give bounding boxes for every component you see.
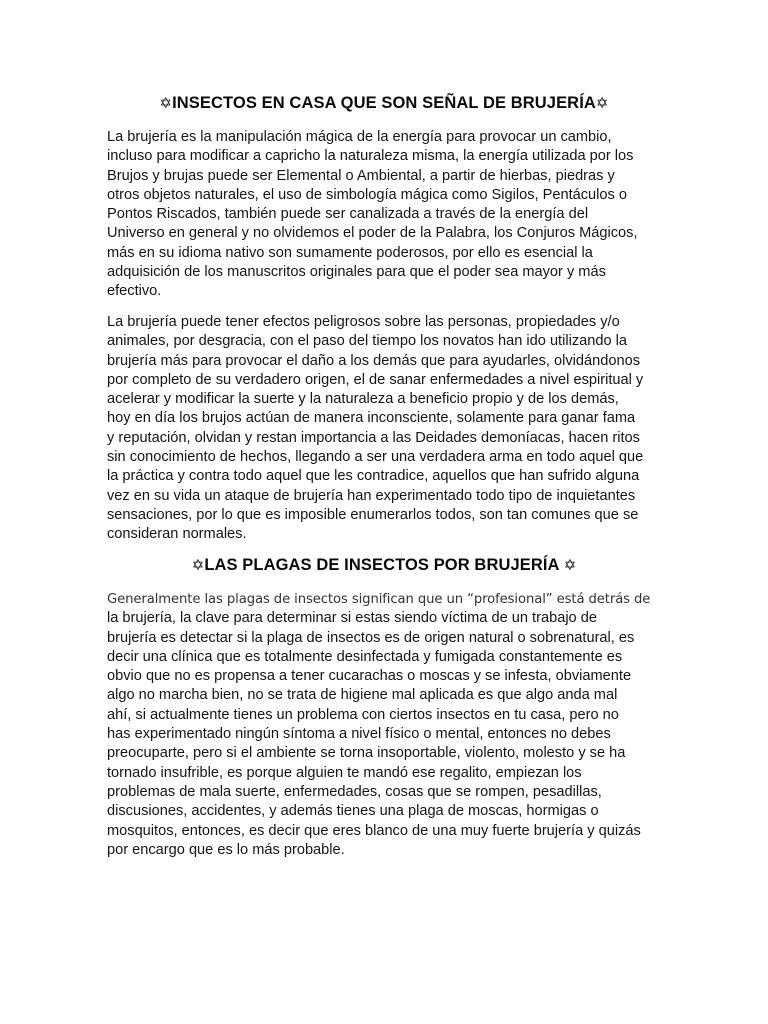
- paragraph-line: consideran normales.: [107, 526, 247, 543]
- heading-text: INSECTOS EN CASA QUE SON SEÑAL DE BRUJERÍA: [172, 94, 596, 112]
- paragraph-line: sensaciones, por lo que es imposible enumerarlos todos, son tan comunes que se: [107, 506, 639, 523]
- paragraph-line: preocuparte, pero si el ambiente se torna insoportable, violento, molesto y se ha: [107, 745, 626, 762]
- heading-text: LAS PLAGAS DE INSECTOS POR BRUJERÍA: [204, 556, 559, 574]
- paragraph-line: Brujos y brujas puede ser Elemental o Ambiental, a partir de hierbas, piedras y: [107, 167, 615, 184]
- paragraph-line: vez en su vida un ataque de brujería han experimentado todo tipo de inquietantes: [107, 487, 636, 504]
- paragraph-line: más en su idioma nativo son sumamente poderosos, por ello es esencial la: [107, 244, 593, 261]
- pentagram-icon: ✡: [563, 557, 577, 574]
- paragraph-line: tornado insufrible, es porque alguien te mandó ese regalito, empiezan los: [107, 764, 582, 781]
- paragraph-line: la práctica y contra todo aquel que les contradice, aquellos que han sufrido alguna: [107, 468, 640, 485]
- paragraph-line: La brujería puede tener efectos peligrosos sobre las personas, propiedades y/o: [107, 314, 620, 330]
- pentagram-icon: ✡: [595, 95, 609, 112]
- paragraph-line: otros objetos naturales, el uso de simbología mágica como Sigilos, Pentáculos o: [107, 186, 627, 203]
- paragraph-line: acelerar y modificar la suerte y la naturaleza a beneficio propio y de los demás,: [107, 391, 619, 408]
- paragraph-line: La brujería es la manipulación mágica de la energía para provocar un cambio,: [107, 129, 612, 145]
- paragraph-line: problemas de mala suerte, enfermedades, cosas que se rompen, pesadillas,: [107, 783, 602, 800]
- paragraph-line: la brujería, la clave para determinar si estas siendo víctima de un trabajo de: [107, 610, 597, 627]
- paragraph-brujeria-definition: [107, 128, 667, 302]
- paragraph-line: sin conocimiento de hechos, llegando a ser una verdadera arma en todo aquel que: [107, 449, 644, 466]
- paragraph-line: incluso para modificar a capricho la naturaleza misma, la energía utilizada por los: [107, 148, 634, 165]
- paragraph-line: por completo de su verdadero origen, el de sanar enfermedades a nivel espiritual y: [107, 371, 644, 388]
- paragraph-line: efectivo.: [107, 283, 162, 300]
- paragraph-plagas-insectos: [107, 590, 667, 860]
- paragraph-line: discusiones, accidentes, y además tienes una plaga de moscas, hormigas o: [107, 803, 599, 820]
- paragraph-line: y reputación, olvidan y restan importancia a las Deidades demoníacas, hacen ritos: [107, 429, 640, 446]
- paragraph-line: obvio que no es propensa a tener cucarachas o moscas y se infesta, obviamente: [107, 668, 632, 685]
- heading-insectos-en-casa: [108, 94, 660, 113]
- paragraph-line: decir una clínica que es totalmente desinfectada y fumigada constantemente es: [107, 648, 623, 665]
- paragraph-line: adquisición de los manuscritos originales para que el poder sea mayor y más: [107, 264, 606, 281]
- heading-plagas-de-insectos: [108, 556, 660, 575]
- paragraph-line: Universo en general y no olvidemos el poder de la Palabra, los Conjuros Mágicos,: [107, 225, 638, 242]
- paragraph-line: mosquitos, entonces, es decir que eres blanco de una muy fuerte brujería y quizás: [107, 822, 641, 839]
- pentagram-icon: ✡: [159, 95, 173, 112]
- paragraph-line: animales, por desgracia, con el paso del tiempo los novatos han ido utilizando la: [107, 333, 628, 350]
- paragraph-brujeria-effects: [107, 313, 667, 545]
- paragraph-line: brujería más para provocar el daño a los demás que para ayudarles, olvidándonos: [107, 352, 640, 369]
- pentagram-icon: ✡: [191, 557, 205, 574]
- paragraph-line: brujería es detectar si la plaga de insectos es de origen natural o sobrenatural, es: [107, 629, 635, 646]
- paragraph-line: por encargo que es lo más probable.: [107, 841, 345, 858]
- paragraph-line: ahí, si actualmente tienes un problema con ciertos insectos en tu casa, pero no: [107, 706, 619, 723]
- paragraph-line: Generalmente las plagas de insectos significan que un “profesional” está detrás de: [107, 592, 651, 607]
- paragraph-line: Pontos Riscados, también puede ser canalizada a través de la energía del: [107, 206, 589, 223]
- paragraph-line: hoy en día los brujos actúan de manera inconsciente, solamente para ganar fama: [107, 410, 636, 427]
- paragraph-line: algo no marcha bien, no se trata de higiene mal aplicada es que algo anda mal: [107, 687, 618, 704]
- paragraph-line: has experimentado ningún síntoma a nivel físico o mental, entonces no debes: [107, 726, 611, 743]
